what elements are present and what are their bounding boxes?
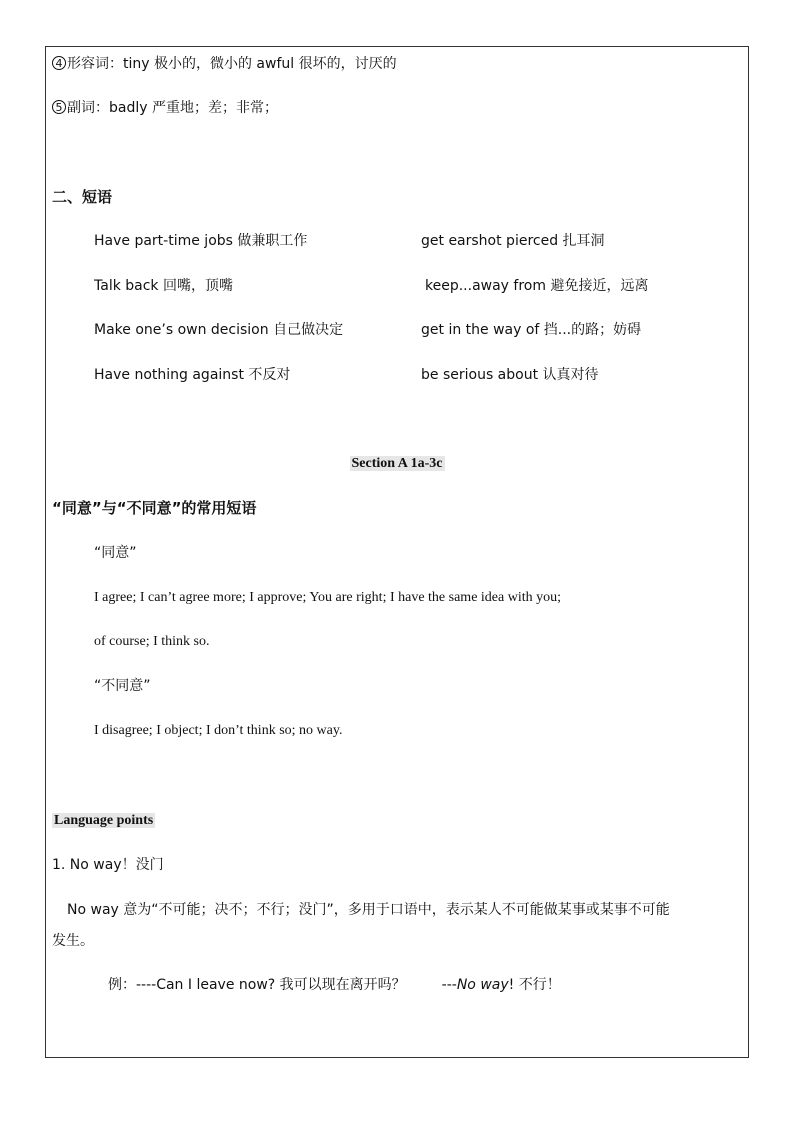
- language-points-text: Language points: [54, 813, 154, 828]
- point-1-title: 1. No way！没门: [52, 857, 164, 873]
- example-answer-end: ! 不行！: [508, 977, 561, 993]
- example-line: [108, 975, 561, 995]
- adverb-line: [52, 98, 278, 118]
- phrase-left-4: Have nothing against 不反对: [94, 367, 291, 383]
- phrase-right-3: get in the way of 挡...的路；妨碍: [421, 322, 642, 338]
- point-1-desc-1: No way 意为“不可能；决不；不行；没门”，多用于口语中，表示某人不可能做某事或某事不可能: [67, 902, 670, 918]
- section-title: [0, 454, 794, 474]
- agree-heading: “同意”与“不同意”的常用短语: [52, 499, 257, 517]
- adjective-line: [52, 54, 397, 74]
- example-question: 例：----Can I leave now? 我可以现在离开吗？: [108, 977, 406, 993]
- disagree-label: “不同意”: [94, 678, 151, 694]
- example-answer-italic: No way: [456, 977, 509, 993]
- example-answer-dash: ---: [441, 977, 457, 993]
- disagree-line: I disagree; I object; I don’t think so; no way.: [94, 723, 343, 738]
- language-points-heading: [52, 811, 155, 831]
- adverb-text: 副词：badly 严重地；差；非常；: [67, 100, 278, 116]
- adjective-text: 形容词：tiny 极小的，微小的 awful 很坏的，讨厌的: [67, 56, 397, 72]
- agree-line-1: I agree; I can’t agree more; I approve; You are right; I have the same idea with you;: [94, 590, 562, 605]
- phrase-left-3: Make one’s own decision 自己做决定: [94, 322, 344, 338]
- circled-number: 5: [52, 100, 66, 114]
- agree-label: “同意”: [94, 545, 137, 561]
- section-title-text: Section A 1a-3c: [351, 456, 443, 471]
- phrase-left-1: Have part-time jobs 做兼职工作: [94, 233, 308, 249]
- circled-number: 4: [52, 56, 66, 70]
- phrase-left-2: Talk back 回嘴，顶嘴: [94, 278, 233, 294]
- phrases-heading: 二、短语: [52, 188, 113, 206]
- phrase-right-2: keep...away from 避免接近，远离: [425, 278, 649, 294]
- phrase-right-1: get earshot pierced 扎耳洞: [421, 233, 605, 249]
- agree-line-2: of course; I think so.: [94, 634, 210, 649]
- phrase-right-4: be serious about 认真对待: [421, 367, 599, 383]
- point-1-desc-2: 发生。: [52, 933, 94, 949]
